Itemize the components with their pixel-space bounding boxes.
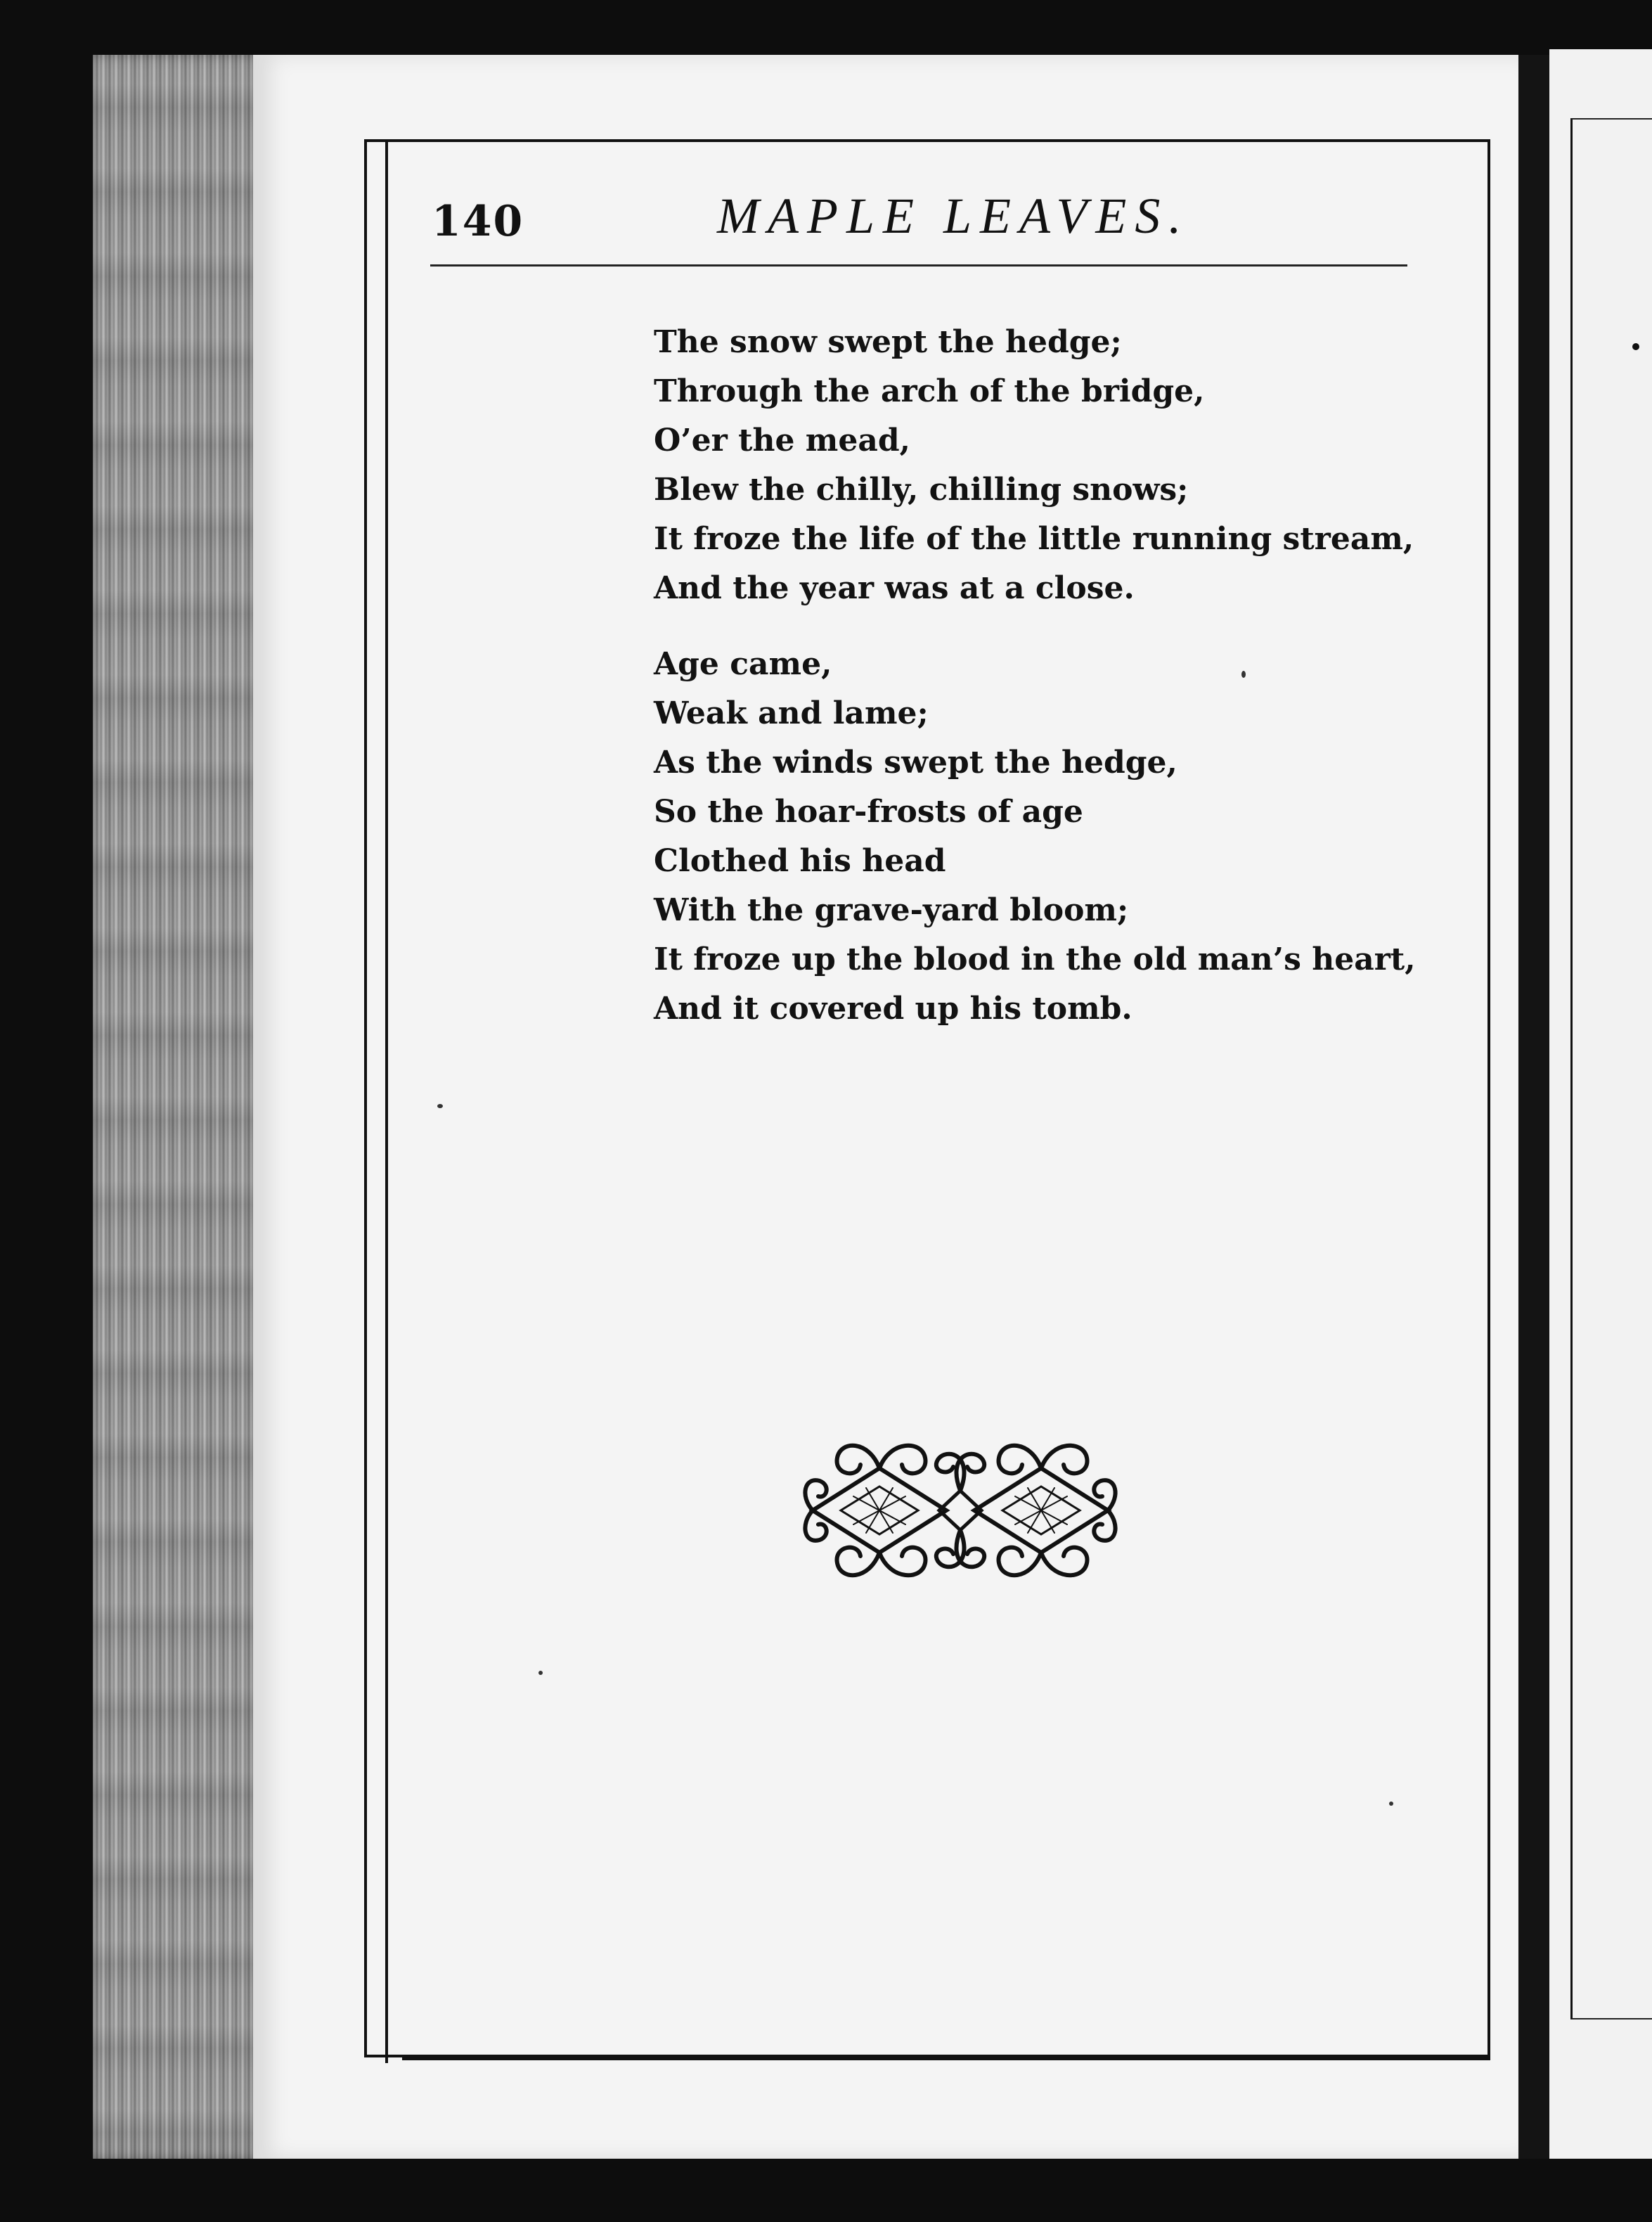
poem-line: O’er the mead,	[654, 423, 910, 458]
facing-page-mark	[1632, 343, 1639, 350]
poem-line: Weak and lame;	[654, 695, 929, 731]
running-head: MAPLE LEAVES.	[717, 188, 1190, 244]
book-gutter	[1518, 55, 1549, 2159]
poem-line: Clothed his head	[654, 843, 946, 879]
scroll-flourish-ornament-icon	[799, 1426, 1122, 1595]
stanza-2	[654, 640, 1462, 1034]
poem-line: And it covered up his tomb.	[654, 991, 1132, 1027]
poem-line: It froze up the blood in the old man’s heart,	[654, 942, 1416, 977]
poem-line: With the grave-yard bloom;	[654, 892, 1129, 928]
poem-line: It froze the life of the little running stream,	[654, 521, 1414, 557]
poem-line: As the winds swept the hedge,	[654, 745, 1177, 781]
print-speck	[1389, 1802, 1393, 1806]
stanza-1	[654, 318, 1462, 613]
facing-page	[1549, 49, 1652, 2159]
poem-line: The snow swept the hedge;	[654, 324, 1122, 360]
poem-line: Age came,	[654, 646, 832, 682]
print-speck	[437, 1104, 443, 1108]
poem-line: And the year was at a close.	[654, 570, 1135, 606]
poem-line: Blew the chilly, chilling snows;	[654, 472, 1189, 508]
poem-line: Through the arch of the bridge,	[654, 373, 1205, 409]
facing-page-frame	[1570, 118, 1652, 2019]
print-speck	[538, 1671, 543, 1675]
header-rule	[430, 264, 1407, 266]
page-number: 140	[432, 197, 524, 246]
print-speck	[1241, 671, 1246, 678]
poem-line: So the hoar-frosts of age	[654, 794, 1083, 830]
printed-frame-inner-bottom-rule	[402, 2057, 1490, 2060]
printed-frame-inner-left-rule	[385, 139, 388, 2063]
poem	[654, 318, 1462, 1060]
